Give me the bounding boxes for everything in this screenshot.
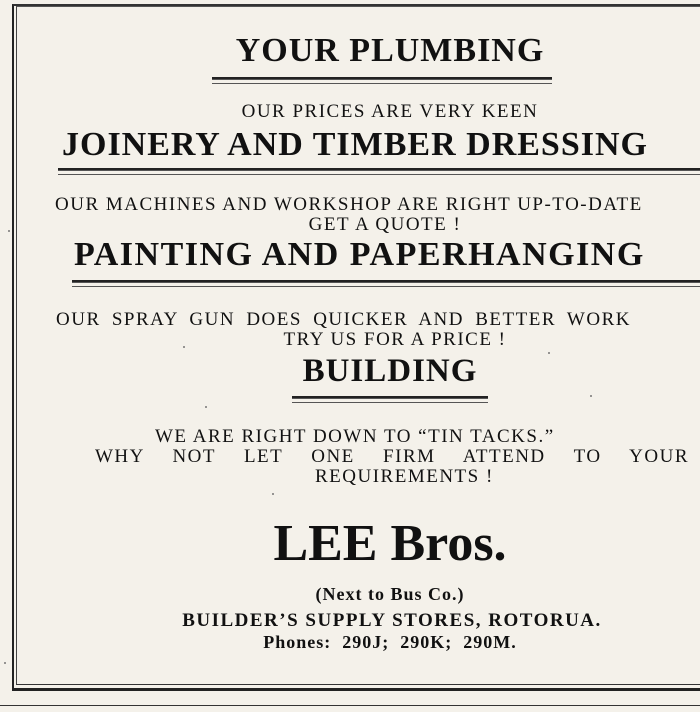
print-speck: [8, 230, 10, 232]
print-speck: [548, 352, 550, 354]
print-speck: [4, 662, 6, 664]
rule-painting: [72, 280, 700, 283]
text-get-quote: GET A QUOTE !: [308, 214, 462, 235]
rule-painting-2: [72, 286, 700, 287]
text-prices-keen: OUR PRICES ARE VERY KEEN: [241, 101, 539, 122]
firm-name: LEE Bros.: [273, 515, 507, 572]
text-tin-tacks: WE ARE RIGHT DOWN TO “TIN TACKS.”: [155, 426, 555, 447]
text-spray-gun: OUR SPRAY GUN DOES QUICKER AND BETTER WORK: [56, 309, 631, 330]
firm-store-address: BUILDER’S SUPPLY STORES, ROTORUA.: [182, 610, 602, 631]
rule-building-2: [292, 402, 488, 403]
print-speck: [183, 346, 185, 348]
rule-building: [292, 396, 488, 399]
rule-joinery: [58, 168, 700, 171]
print-speck: [272, 493, 274, 495]
print-speck: [205, 406, 207, 408]
text-requirements: REQUIREMENTS !: [315, 466, 494, 487]
text-machines: OUR MACHINES AND WORKSHOP ARE RIGHT UP-TO-DATE: [55, 194, 643, 215]
heading-joinery: JOINERY AND TIMBER DRESSING: [62, 126, 648, 163]
text-try-us: TRY US FOR A PRICE !: [283, 329, 507, 350]
heading-plumbing: YOUR PLUMBING: [235, 32, 545, 69]
rule-plumbing: [212, 77, 552, 80]
heading-building: BUILDING: [302, 353, 478, 389]
print-speck: [590, 395, 592, 397]
firm-location-note: (Next to Bus Co.): [315, 584, 465, 604]
page-bottom-rule: [0, 705, 700, 706]
rule-plumbing-2: [212, 83, 552, 84]
text-why-not: WHY NOT LET ONE FIRM ATTEND TO YOUR: [95, 446, 689, 467]
heading-painting: PAINTING AND PAPERHANGING: [74, 236, 645, 273]
firm-phones: Phones: 290J; 290K; 290M.: [263, 632, 517, 652]
rule-joinery-2: [58, 174, 700, 175]
